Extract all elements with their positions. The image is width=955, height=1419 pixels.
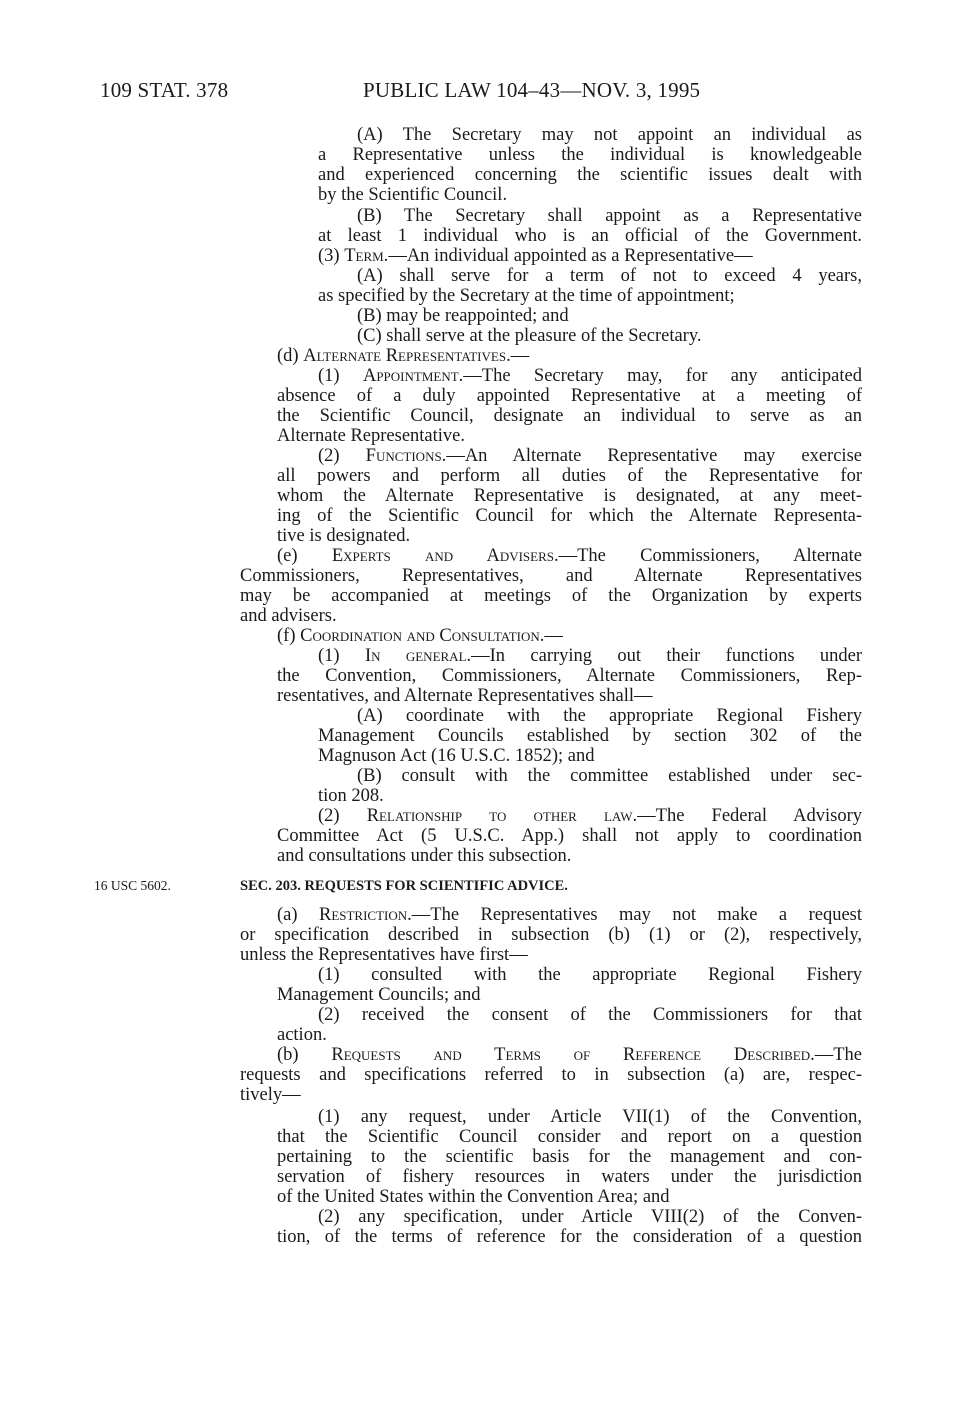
line-text: all powers and perform all duties of the Representative for: [277, 466, 862, 486]
text-line: [318, 965, 862, 985]
paragraph-heading: Experts and Advisers.: [331, 546, 559, 566]
line-text: —An individual appointed as a Representative—: [388, 246, 753, 266]
paragraph-heading: In general.: [364, 646, 472, 666]
text-line: [240, 1085, 862, 1105]
line-text: that the Scientific Council consider and report on a question: [277, 1127, 862, 1147]
line-text: tion, of the terms of reference for the consideration of a question: [277, 1227, 862, 1247]
line-text: and advisers.: [240, 606, 337, 626]
line-text: (B) may be reappointed; and: [357, 306, 569, 326]
line-text: —The Commissioners, Alternate: [558, 546, 862, 566]
text-line: [240, 1065, 862, 1085]
paragraph-designation: (3): [318, 246, 345, 266]
line-text: (A) shall serve for a term of not to exceed 4 years,: [357, 266, 862, 286]
line-text: and consultations under this subsection.: [277, 846, 572, 866]
line-text: unless the Representatives have first—: [240, 945, 528, 965]
line-text: (2) any specification, under Article VIII(2) of the Conven-: [318, 1207, 862, 1227]
page-header-title: PUBLIC LAW 104–43—NOV. 3, 1995: [363, 78, 701, 102]
text-line: [318, 185, 862, 205]
line-text: —: [544, 626, 563, 646]
text-line: [277, 1147, 862, 1167]
text-line: [318, 246, 862, 266]
line-text: —The Federal Advisory: [637, 806, 862, 826]
text-line: [277, 506, 862, 526]
text-line: [277, 1227, 862, 1247]
page-stat-citation: 109 STAT. 378: [100, 78, 229, 102]
text-line: [277, 466, 862, 486]
line-text: —The Secretary may, for any anticipated: [463, 366, 862, 386]
text-line: [318, 726, 862, 746]
line-text: (C) shall serve at the pleasure of the Secretary.: [357, 326, 702, 346]
text-line: [318, 286, 862, 306]
line-text: tion 208.: [318, 786, 384, 806]
text-line: [318, 646, 862, 666]
text-line: [277, 1187, 862, 1207]
paragraph-heading: Relationship to other law.: [366, 806, 638, 826]
paragraph-designation: (b): [277, 1045, 332, 1065]
text-line: [357, 766, 862, 786]
text-line: [318, 446, 862, 466]
text-line: [277, 846, 862, 866]
paragraph-designation: (2): [318, 806, 367, 826]
text-line: [277, 626, 862, 646]
line-text: (B) consult with the committee established under sec-: [357, 766, 862, 786]
text-line: [277, 1025, 862, 1045]
text-line: [357, 266, 862, 286]
text-line: [277, 526, 862, 546]
paragraph-designation: (2): [318, 446, 366, 466]
text-line: [357, 306, 862, 326]
text-line: [318, 1207, 862, 1227]
line-text: (B) The Secretary shall appoint as a Representative: [357, 206, 862, 226]
text-line: [357, 125, 862, 145]
line-text: —: [510, 346, 530, 366]
line-text: (1) any request, under Article VII(1) of the Convention,: [318, 1107, 862, 1127]
text-line: [277, 826, 862, 846]
text-line: [277, 546, 862, 566]
line-text: (1) consulted with the appropriate Regional Fishery: [318, 965, 862, 985]
line-text: Alternate Representative.: [277, 426, 465, 446]
line-text: or specification described in subsection (b) (1) or (2), respectively,: [240, 925, 862, 945]
paragraph-designation: (1): [318, 646, 365, 666]
line-text: —An Alternate Representative may exercise: [446, 446, 862, 466]
paragraph-heading: Functions.: [365, 446, 447, 466]
line-text: Management Councils established by section 302 of the: [318, 726, 862, 746]
paragraph-heading: Alternate Representatives.: [303, 346, 511, 366]
line-text: requests and specifications referred to in subsection (a) are, respec-: [240, 1065, 862, 1085]
text-line: [240, 566, 862, 586]
line-text: Magnuson Act (16 U.S.C. 1852); and: [318, 746, 595, 766]
text-line: [277, 1167, 862, 1187]
text-line: [240, 925, 862, 945]
paragraph-designation: (f): [277, 626, 301, 646]
text-line: [318, 1005, 862, 1025]
text-line: [277, 985, 862, 1005]
text-line: [277, 386, 862, 406]
line-text: —The Representatives may not make a request: [411, 905, 862, 925]
text-line: [318, 786, 862, 806]
text-line: [318, 806, 862, 826]
text-line: [277, 905, 862, 925]
line-text: tive is designated.: [277, 526, 411, 546]
text-line: [240, 606, 862, 626]
line-text: action.: [277, 1025, 327, 1045]
line-text: whom the Alternate Representative is designated, at any meet-: [277, 486, 862, 506]
text-line: [277, 426, 862, 446]
line-text: —The: [814, 1045, 862, 1065]
text-line: [240, 945, 862, 965]
usc-margin-note: 16 USC 5602.: [94, 878, 171, 893]
line-text: as specified by the Secretary at the time of appointment;: [318, 286, 735, 306]
line-text: a Representative unless the individual is knowledgeable: [318, 145, 862, 165]
text-line: [357, 706, 862, 726]
text-line: [277, 486, 862, 506]
line-text: (A) coordinate with the appropriate Regional Fishery: [357, 706, 862, 726]
line-text: absence of a duly appointed Representative at a meeting of: [277, 386, 862, 406]
line-text: the Convention, Commissioners, Alternate Commissioners, Rep-: [277, 666, 862, 686]
line-text: pertaining to the scientific basis for the management and con-: [277, 1147, 862, 1167]
line-text: Committee Act (5 U.S.C. App.) shall not apply to coordination: [277, 826, 862, 846]
text-line: [277, 1127, 862, 1147]
text-line: [318, 165, 862, 185]
section-heading: [240, 876, 862, 896]
paragraph-heading: Term.: [344, 246, 389, 266]
line-text: ing of the Scientific Council for which the Alternate Representa-: [277, 506, 862, 526]
text-line: [357, 206, 862, 226]
line-text: and experienced concerning the scientific issues dealt with: [318, 165, 862, 185]
line-text: (A) The Secretary may not appoint an individual as: [357, 125, 862, 145]
paragraph-heading: Appointment.: [362, 366, 464, 386]
line-text: Management Councils; and: [277, 985, 481, 1005]
paragraph-designation: (e): [277, 546, 332, 566]
text-line: [277, 686, 862, 706]
paragraph-heading: Restriction.: [318, 905, 412, 925]
line-text: (2) received the consent of the Commissioners for that: [318, 1005, 862, 1025]
text-line: [240, 586, 862, 606]
text-line: [318, 145, 862, 165]
paragraph-designation: (1): [318, 366, 363, 386]
text-line: [318, 366, 862, 386]
text-line: [277, 1045, 862, 1065]
text-line: [357, 326, 862, 346]
line-text: resentatives, and Alternate Representatives shall—: [277, 686, 653, 706]
text-line: [277, 346, 862, 366]
line-text: by the Scientific Council.: [318, 185, 508, 205]
text-line: [318, 226, 862, 246]
line-text: SEC. 203. REQUESTS FOR SCIENTIFIC ADVICE.: [240, 878, 568, 894]
text-line: [277, 666, 862, 686]
line-text: the Scientific Council, designate an individual to serve as an: [277, 406, 862, 426]
text-line: [318, 1107, 862, 1127]
line-text: of the United States within the Convention Area; and: [277, 1187, 670, 1207]
line-text: may be accompanied at meetings of the Organization by experts: [240, 586, 862, 606]
paragraph-heading: Coordination and Consultation.: [300, 626, 545, 646]
line-text: servation of fishery resources in waters under the jurisdiction: [277, 1167, 862, 1187]
paragraph-designation: (a): [277, 905, 319, 925]
line-text: tively—: [240, 1085, 301, 1105]
line-text: —In carrying out their functions under: [471, 646, 862, 666]
line-text: Commissioners, Representatives, and Alternate Representatives: [240, 566, 862, 586]
line-text: at least 1 individual who is an official of the Government.: [318, 226, 862, 246]
paragraph-designation: (d): [277, 346, 304, 366]
text-line: [318, 746, 862, 766]
paragraph-heading: Requests and Terms of Reference Described.: [331, 1045, 815, 1065]
text-line: [277, 406, 862, 426]
